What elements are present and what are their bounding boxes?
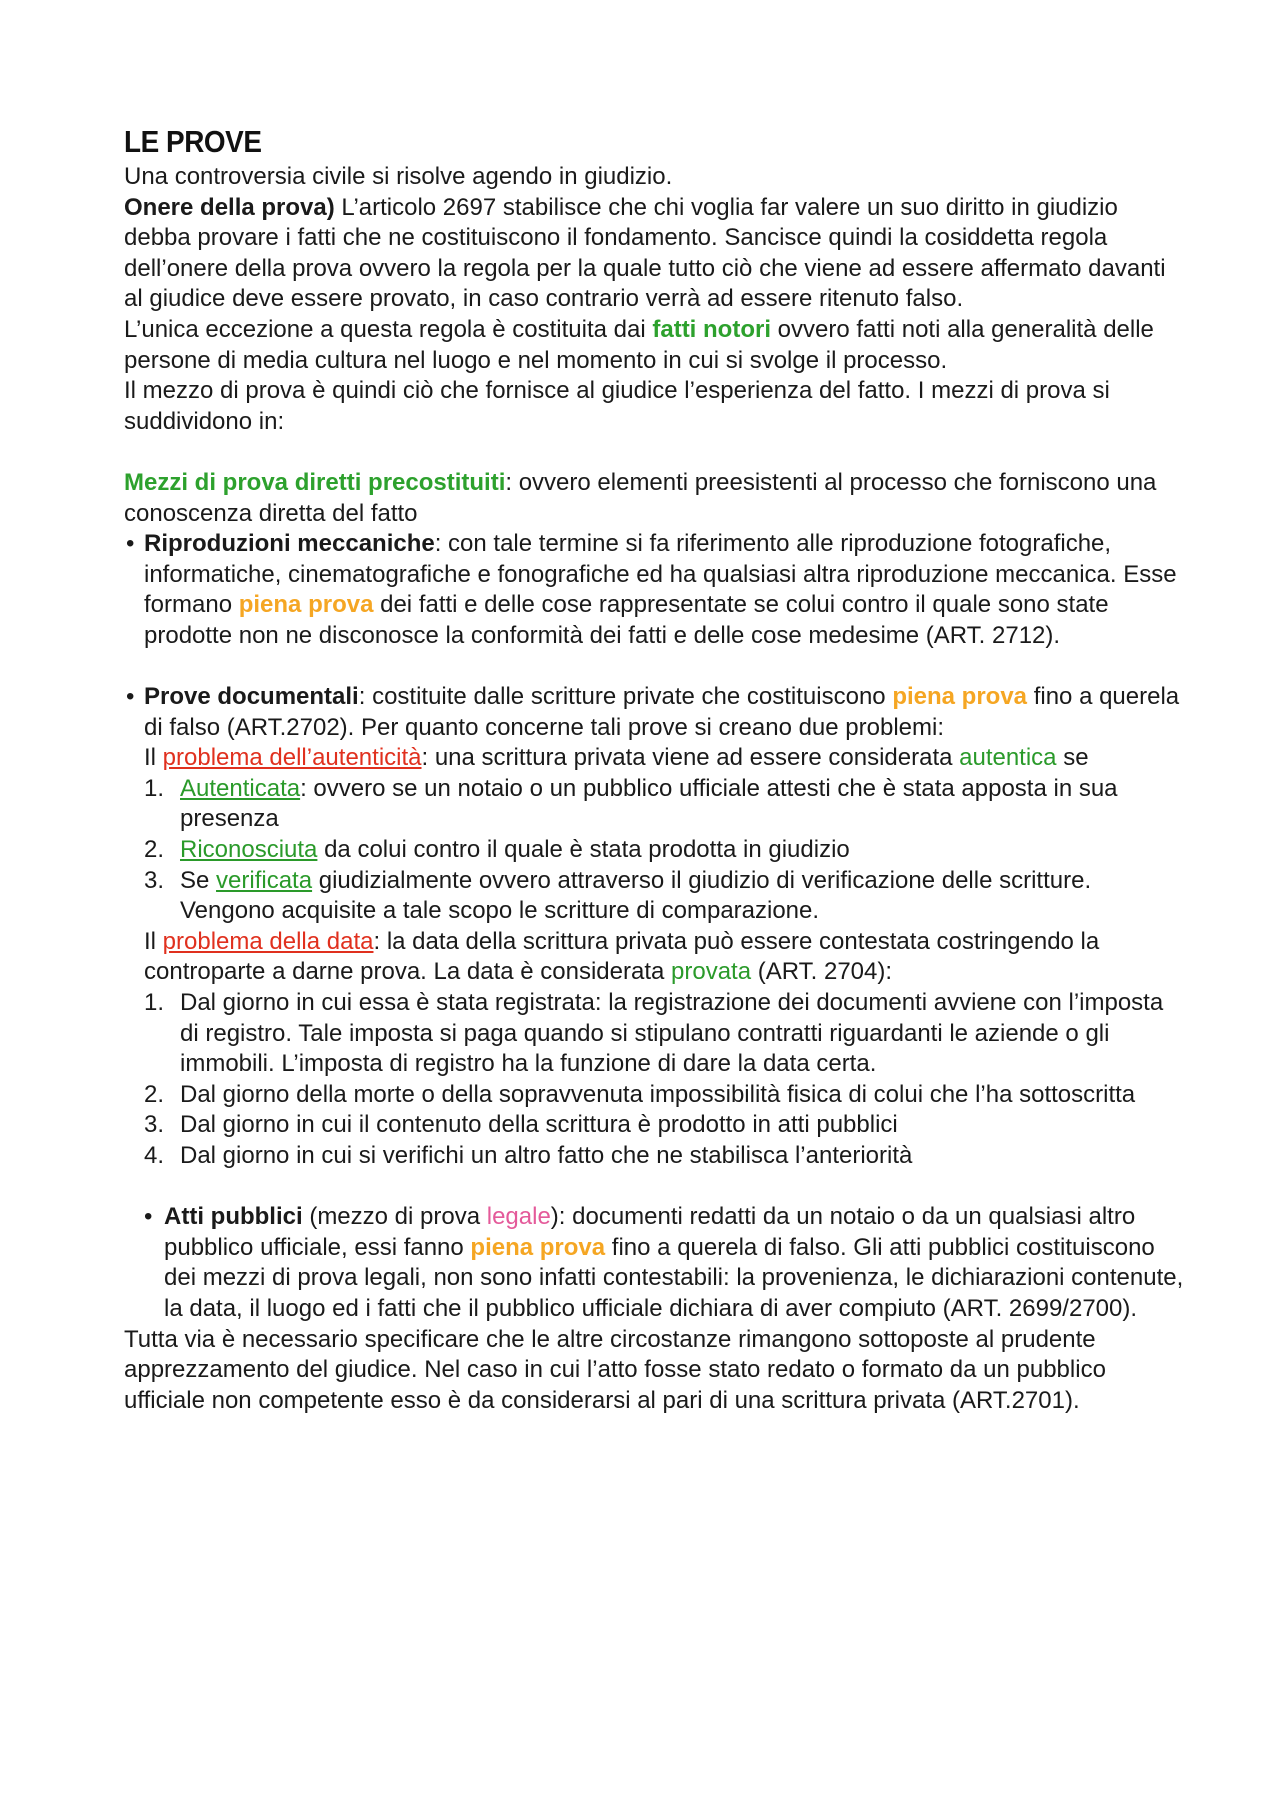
atti-post: fino a querela di falso. Gli atti pubblici costituiscono dei mezzi di prova legali, non sono infatti contestabili: la provenienza, le dichiarazioni contenute, la data, il luogo ed i fatti che il pubblico ufficiale dichiara di aver compiuto (ART. 2699/2700). (164, 1233, 1184, 1322)
atti-pre: (mezzo di prova (302, 1203, 487, 1231)
page-title: LE PROVE (124, 124, 262, 159)
riproduzioni-label: Riproduzioni meccaniche (144, 530, 435, 558)
list-item (124, 988, 1184, 1080)
fatti-notori-highlight: fatti notori (652, 315, 771, 343)
list-item (124, 1110, 1184, 1141)
riproduzioni-pre: : con tale termine si fa riferimento alle riproduzione fotografiche, informatiche, cinematografiche e fonografiche ed ha qualsiasi altra riproduzione meccanica. Esse formano (144, 530, 1177, 619)
piena-prova-highlight: piena prova (470, 1233, 606, 1261)
eccezione-pre: L’unica eccezione a questa regola è costituita dai (124, 315, 653, 343)
eccezione-post: ovvero fatti noti alla generalità delle persone di media cultura nel luogo e nel momento in cui si svolge il processo. (124, 315, 1154, 374)
spacer (124, 437, 1184, 468)
list-number: 2. (144, 1080, 165, 1108)
spacer (124, 652, 1184, 683)
onere-label: Onere della prova) (124, 193, 335, 221)
data-problem-mid: : la data della scrittura privata può essere contestata costringendo la controparte a darne prova. La data è considerata (144, 927, 1100, 986)
riproduzioni-post: dei fatti e delle cose rappresentate se colui contro il quale sono state prodotte non ne disconosce la conformità dei fatti e delle cose medesime (ART. 2712). (144, 591, 1109, 649)
piena-prova-highlight: piena prova (238, 591, 374, 619)
legale-highlight: legale (486, 1203, 551, 1231)
bullet-dot: • (126, 683, 135, 711)
list-text: Dal giorno della morte o della sopravvenuta impossibilità fisica di colui che l’ha sottoscritta (180, 1080, 1136, 1108)
list-post: da colui contro il quale è stata prodotta in giudizio (317, 836, 850, 864)
list-number: 1. (144, 774, 165, 802)
diretti-text: : ovvero elementi preesistenti al processo che forniscono una conoscenza diretta del fatto (124, 468, 1157, 527)
autentica-highlight: autentica (959, 744, 1057, 772)
autenticita-mid: : una scrittura privata viene ad essere considerata (421, 744, 960, 772)
autenticita-post: se (1056, 744, 1089, 772)
autenticata-link[interactable]: Autenticata (180, 774, 301, 802)
data-problem-link[interactable]: problema della data (162, 927, 374, 955)
diretti-paragraph (124, 468, 1184, 529)
list-number: 1. (144, 989, 165, 1017)
onere-paragraph (124, 193, 1184, 315)
spacer (124, 1172, 1184, 1203)
intro-paragraph: Una controversia civile si risolve agendo in giudizio. (124, 163, 673, 190)
riconosciuta-link[interactable]: Riconosciuta (180, 836, 318, 864)
conclusione-paragraph: Tutta via è necessario specificare che le altre circostanze rimangono sottoposte al prudente apprezzamento del giudice. Nel caso in cui l’atto fosse stato redato o formato da un pubblico ufficiale non competente esso è da considerarsi al pari di una scrittura privata (ART.2701). (124, 1325, 1106, 1414)
list-item (124, 1080, 1184, 1111)
list-text: Dal giorno in cui essa è stata registrata: la registrazione dei documenti avviene con l’imposta di registro. Tale imposta si paga quando si stipulano contratti riguardanti le aziende o gli immobili. L’imposta di registro ha la funzione di dare la data certa. (180, 989, 1164, 1078)
autenticita-pre: Il (144, 744, 163, 772)
list-pre: Se (180, 866, 217, 894)
verificata-link[interactable]: verificata (216, 866, 313, 894)
list-post: : ovvero se un notaio o un pubblico ufficiale attesti che è stata apposta in sua presenza (180, 774, 1118, 833)
list-text: Dal giorno in cui il contenuto della scrittura è prodotto in atti pubblici (180, 1111, 898, 1139)
piena-prova-highlight: piena prova (892, 683, 1028, 711)
mezzo-paragraph: Il mezzo di prova è quindi ciò che fornisce al giudice l’esperienza del fatto. I mezzi di prova si suddividono in: (124, 377, 1110, 435)
documentali-post: fino a querela di falso (ART.2702). Per quanto concerne tali prove si creano due problemi: (144, 683, 1180, 741)
documentali-pre: : costituite dalle scritture private che costituiscono (358, 683, 893, 711)
list-item (124, 866, 1184, 927)
autenticita-paragraph (124, 743, 1184, 774)
documentali-bullet (124, 682, 1184, 743)
list-number: 2. (144, 836, 165, 864)
provata-highlight: provata (671, 958, 752, 986)
bullet-dot: • (144, 1203, 153, 1231)
eccezione-paragraph (124, 315, 1184, 376)
list-item (124, 1141, 1184, 1172)
atti-bullet (124, 1202, 1184, 1324)
riproduzioni-bullet (124, 529, 1184, 651)
data-problem-post: (ART. 2704): (751, 958, 893, 986)
list-post: giudizialmente ovvero attraverso il giudizio di verificazione delle scritture. Vengono acquisite a tale scopo le scritture di comparazione. (180, 866, 1092, 925)
list-number: 3. (144, 1111, 165, 1139)
list-item (124, 774, 1184, 835)
onere-text: L’articolo 2697 stabilisce che chi voglia far valere un suo diritto in giudizio debba provare i fatti che ne costituiscono il fondamento. Sancisce quindi la cosiddetta regola dell’onere della prova ovvero la regola per la quale tutto ciò che viene ad essere affermato davanti al giudice deve essere provato, in caso contrario verrà ad essere ritenuto falso. (124, 193, 1166, 313)
list-text: Dal giorno in cui si verifichi un altro fatto che ne stabilisca l’anteriorità (180, 1142, 913, 1169)
list-number: 4. (144, 1142, 165, 1169)
data-problem-paragraph (124, 927, 1184, 988)
diretti-label: Mezzi di prova diretti precostituiti (124, 468, 506, 496)
atti-mid: ): documenti redatti da un notaio o da un qualsiasi altro pubblico ufficiale, essi fanno (164, 1203, 1136, 1261)
list-number: 3. (144, 866, 165, 894)
bullet-dot: • (126, 530, 135, 558)
autenticita-problem-link[interactable]: problema dell’autenticità (162, 744, 422, 772)
list-item (124, 835, 1184, 866)
document-page (124, 124, 1184, 1416)
atti-label: Atti pubblici (164, 1203, 303, 1231)
data-problem-pre: Il (144, 927, 163, 955)
documentali-label: Prove documentali (144, 683, 359, 711)
